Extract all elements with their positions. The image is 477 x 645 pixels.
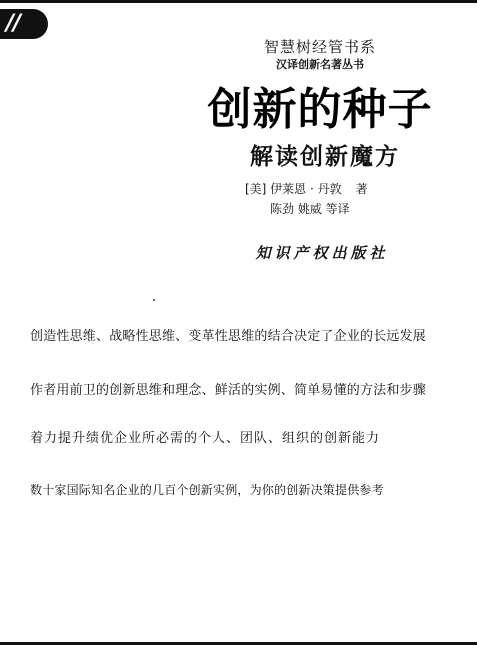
publisher-name: 知识产权出版社	[255, 244, 389, 262]
speck-mark	[153, 299, 155, 301]
translator-credit: 陈劲 姚威 等译	[270, 202, 350, 216]
blurb-line: 作者用前卫的创新思维和理念、鲜活的实例、简单易懂的方法和步骤	[30, 383, 427, 398]
series-title: 智慧树经管书系	[263, 38, 376, 56]
book-title: 创新的种子	[207, 84, 433, 135]
blurb-line: 创造性思维、战略性思维、变革性思维的结合决定了企业的长远发展	[30, 329, 427, 344]
book-subtitle: 解读创新魔方	[250, 144, 400, 170]
sub-series-title: 汉译创新名著丛书	[276, 58, 364, 71]
author-role: 著	[355, 182, 368, 196]
blurb-line: 数十家国际知名企业的几百个创新实例，为你的创新决策提供参考	[30, 483, 384, 497]
author-name: [美] 伊莱恩 · 丹敦	[245, 182, 342, 196]
top-border-rule	[0, 0, 477, 3]
blurb-line: 着力提升绩优企业所必需的个人、团队、组织的创新能力	[30, 431, 381, 446]
series-logo-badge: //	[0, 9, 48, 39]
author-credit	[245, 180, 415, 197]
